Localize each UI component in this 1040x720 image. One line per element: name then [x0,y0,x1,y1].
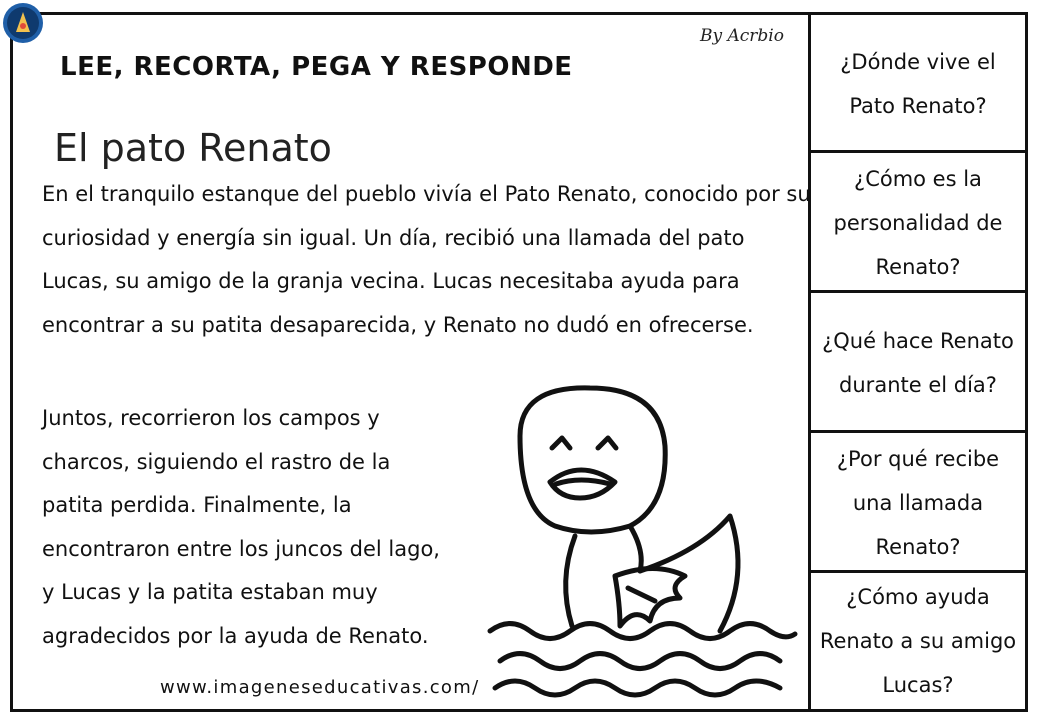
question-box [808,290,1028,433]
questions-column [808,12,1028,712]
badge-logo-icon [2,2,44,44]
question-text: ¿Qué hace Renato durante el día? [822,329,1014,397]
question-text: ¿Cómo es la personalidad de Renato? [833,167,1003,279]
question-text: ¿Cómo ayuda Renato a su amigo Lucas? [819,585,1017,697]
story-paragraph-2: Juntos, recorrieron los campos y charcos, siguiendo el rastro de la patita perdida. Finalmente, la encontraron entre los juncos del lago, y Lucas y la patita estaban muy agradecidos por la ayuda de Renato. [42,406,440,648]
question-box [808,570,1028,712]
story-paragraph-1: En el tranquilo estanque del pueblo vivía el Pato Renato, conocido por su curiosidad y energía sin igual. Un día, recibió una llamada del pato Lucas, su amigo de la granja vecina. Lucas necesitaba ayuda para encontrar a su patita desaparecida, y Renato no dudó en ofrecerse. [42,182,811,337]
author-signature: By Acrbio [700,26,784,46]
question-text: ¿Dónde vive el Pato Renato? [840,50,996,118]
question-box [808,150,1028,293]
question-text: ¿Por qué recibe una llamada Renato? [836,447,1000,559]
duck-on-water-illustration [480,376,800,706]
website-url: www.imageneseducativas.com/ [160,677,480,698]
question-box [808,12,1028,153]
question-box [808,430,1028,573]
page-title: LEE, RECORTA, PEGA Y RESPONDE [60,52,573,82]
story-title: El pato Renato [54,126,332,170]
